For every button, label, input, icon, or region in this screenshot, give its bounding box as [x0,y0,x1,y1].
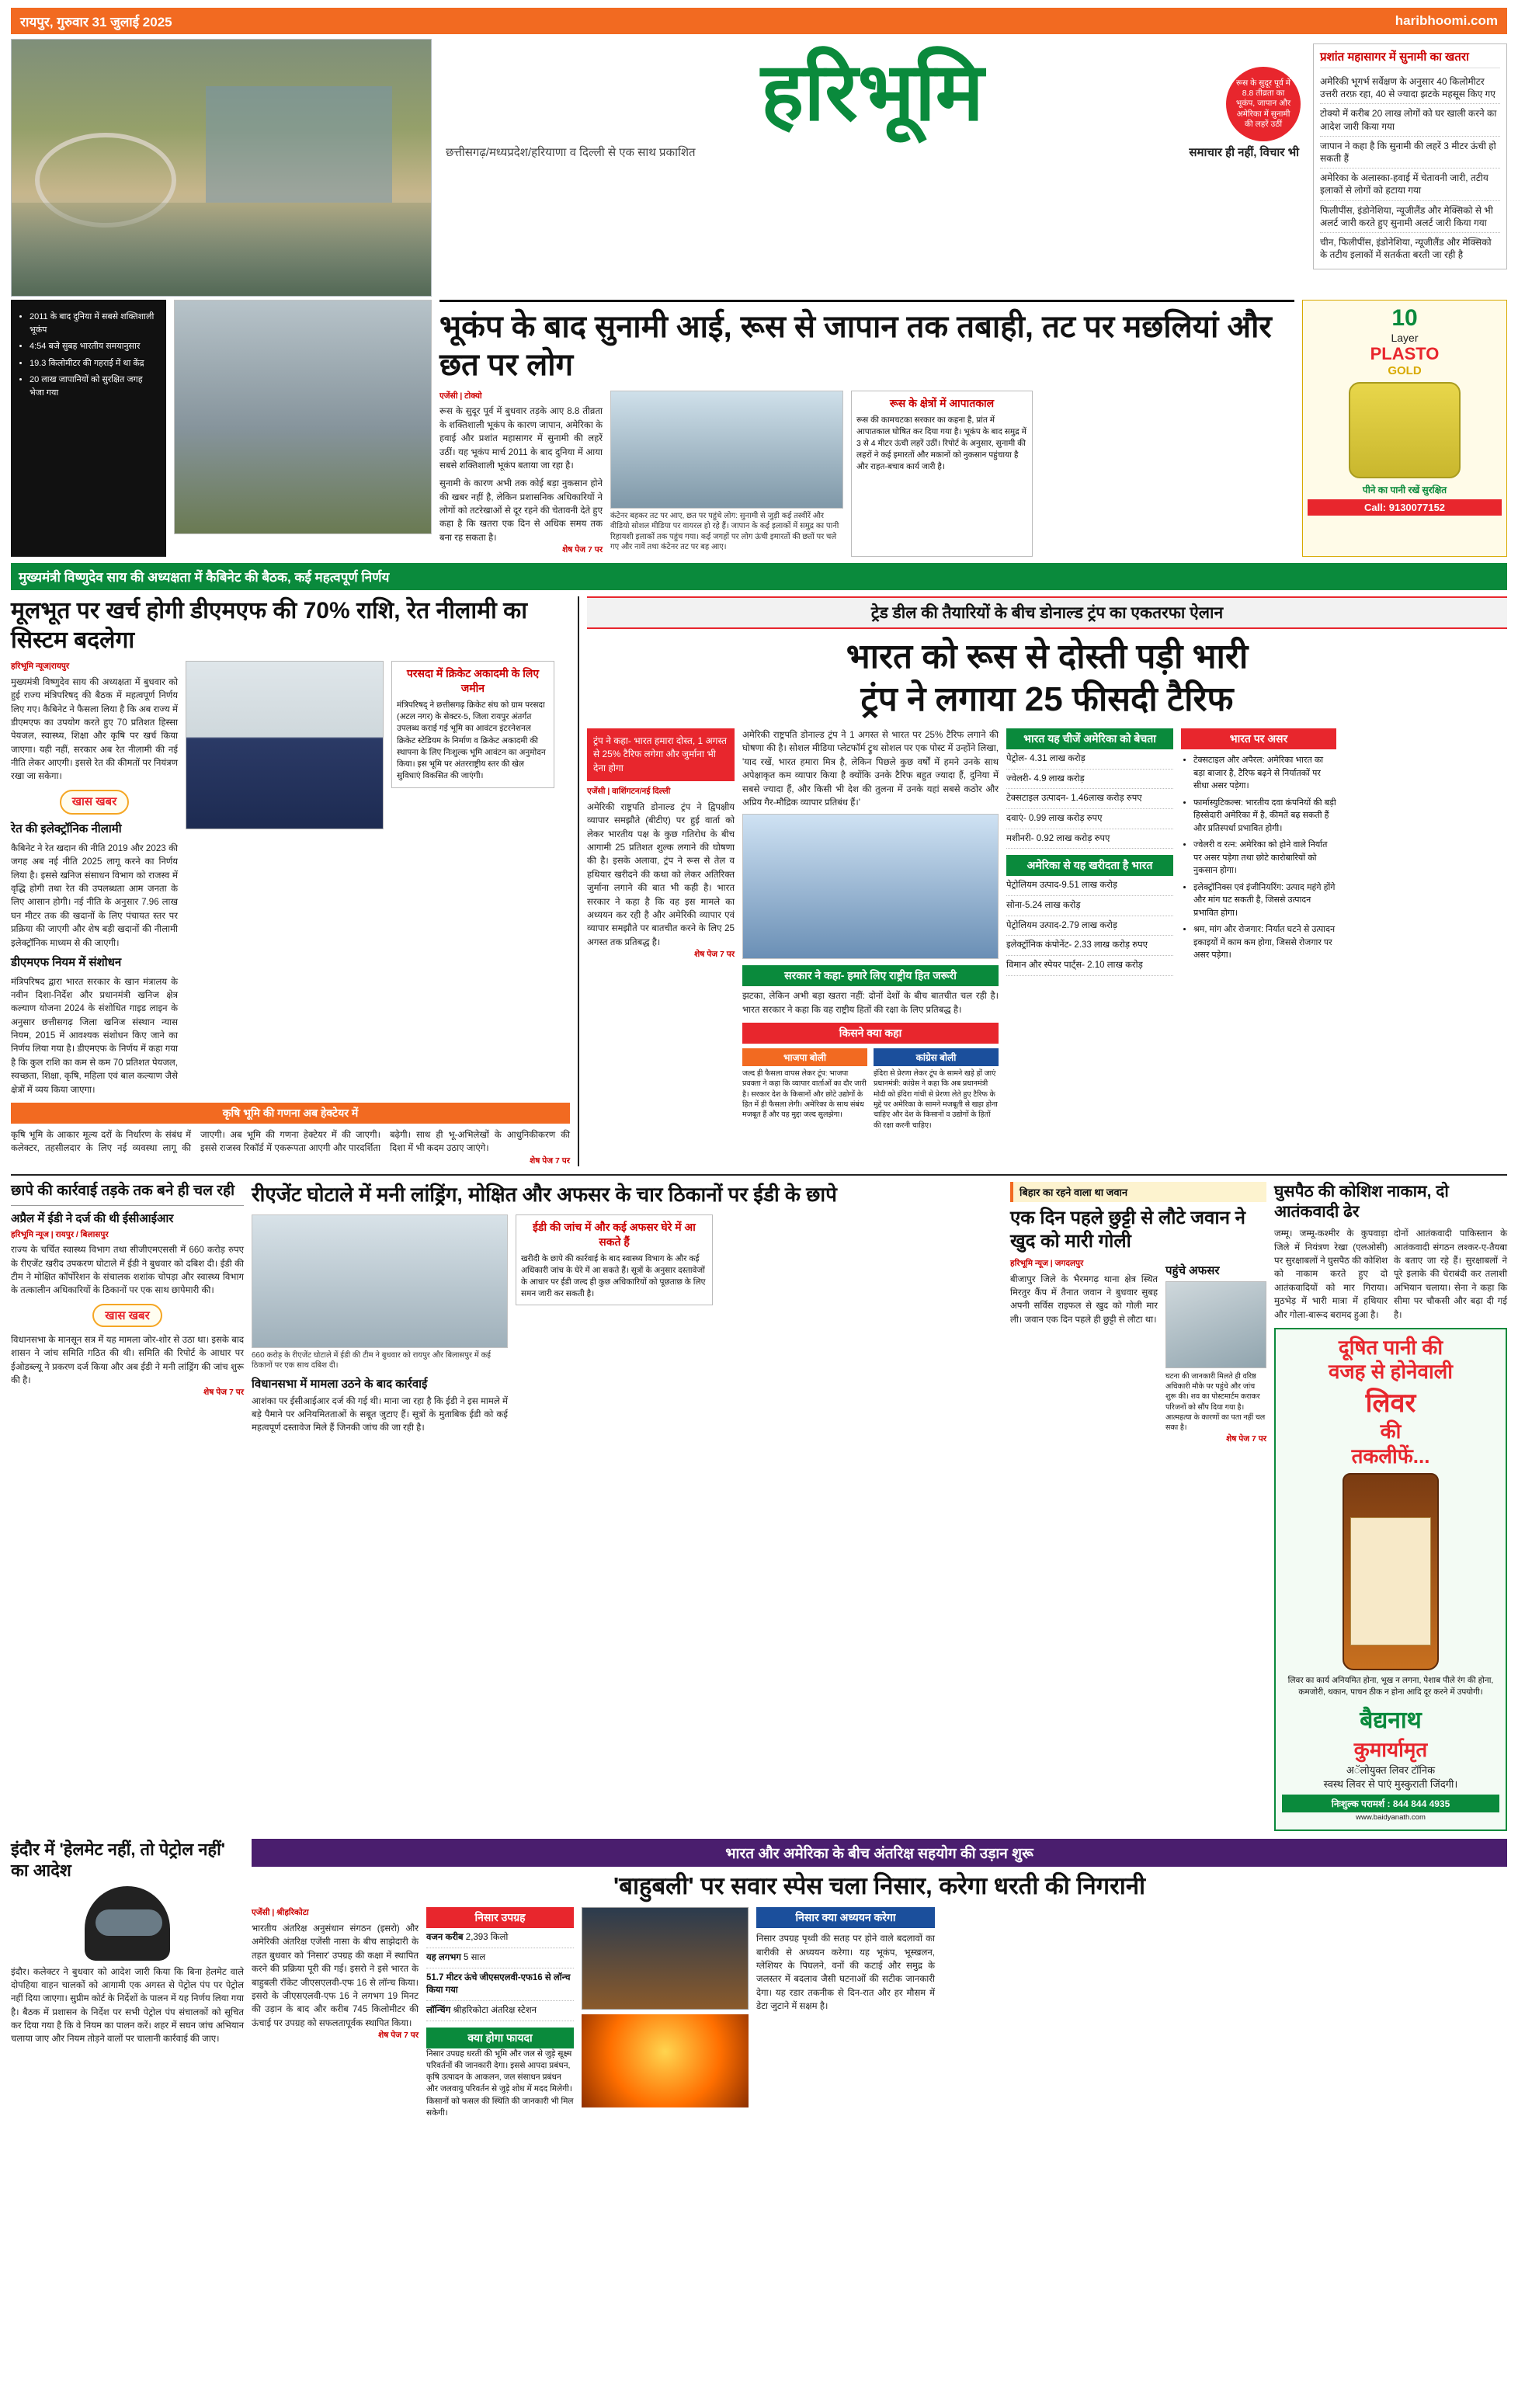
mid-section [11,596,1507,1166]
ed-para3: विधानसभा के मानसून सत्र में यह मामला जोर-शोर से उठा था। इसके बाद शासन ने जांच समिति गठित की थी। समिति की रिपोर्ट के आधार पर ईओडब्ल्यू ने प्रकरण दर्ज किया और अब ईडी ने मनी लांड्रिंग की जांच शुरू की है। [11,1334,244,1386]
impact-item: • टेक्सटाइल और अपैरल: अमेरिका भारत का बड़ा बाजार है, टैरिफ बढ़ने से निर्यातकों पर सीधा असर पड़ेगा। [1193,754,1336,793]
ad-call-number[interactable]: Call: 9130077152 [1308,499,1502,516]
govt-reaction-bar: सरकार ने कहा- हमारे लिए राष्ट्रीय हित जरूरी [742,965,999,986]
trump-byline: एजेंसी | वाशिंगटन/नई दिल्ली [587,787,671,797]
spec-val: 5 साल [464,1952,486,1962]
nisar-spec-box [426,1907,574,2119]
ed-byline-wrap [11,1229,244,1298]
soldier-sub: पहुंचे अफसर [1165,1263,1220,1277]
ed-box-text: खरीदी के छापे की कार्रवाई के बाद स्वास्थ्य विभाग के और कई अधिकारी जांच के घेरे में आ सकते हैं। सूत्रों के अनुसार दस्तावेजों के आधार पर ईडी जल्द ही कुछ अधिकारियों को पूछताछ के लिए समन जारी कर सकती है। [521,1253,706,1299]
trump-story [578,596,1507,1166]
helmet-illustration [85,1886,170,1961]
quake-fact: • 20 लाख जापानियों को सुरक्षित जगह भेजा गया [30,374,158,399]
study-text: निसार उपग्रह पृथ्वी की सतह पर होने वाले बदलावों का बारीकी से अध्ययन करेगा। यह भूकंप, भूस्खलन, ग्लेशियर के पिघलने, वनों की कटाई और समुद्र के जलस्तर में बदलाव जैसी घटनाओं की सटीक जानकारी देगा। यह रडार तकनीक से दिन-रात और हर मौसम में डेटा जुटाने में सक्षम है। [756,1934,935,2012]
ad-body-text: लिवर का कार्य अनियमित होना, भूख न लगना, पेशाब पीले रंग की होना, कमजोरी, थकान, पाचन ठीक न होना आदि दूर करने में उपयोगी। [1287,1675,1494,1697]
lead-continue: शेष पेज 7 पर [562,545,603,555]
space-ribbon: भारत और अमेरिका के बीच अंतरिक्ष सहयोग की उड़ान शुरू [252,1839,1507,1867]
bottle-illustration [1343,1473,1439,1670]
bottom-section [11,1839,1507,2119]
ed-box-title: ईडी की जांच में और कई अफसर घेरे में आ सकते हैं [533,1220,696,1248]
ad-line5: तकलीफें... [1351,1444,1430,1468]
agri-land-bar: कृषि भूमि की गणना अब हेक्टेयर में [11,1103,570,1124]
ad-website[interactable]: www.baidyanath.com [1356,1813,1426,1823]
congress-text: इंदिरा से प्रेरणा लेकर टूंप के सामने खड़े हों जाएं प्रधानमंत्री: कांग्रेस ने कहा कि अब प्रधानमंत्री मोदी को इंदिरा गांधी से प्रेरणा लेते हुए टैरिफ के मुद्दे पर अमेरिका के सामने मजबूती से खड़ा होना चाहिए और देश के किसानों व उद्योगों के हितों की रक्षा करनी चाहिए। [874,1069,998,1130]
spec-val: 2,393 किलो [465,1933,509,1943]
bjp-label: भाजपा बोली [742,1048,867,1066]
quake-fact: • 4:54 बजे सुबह भारतीय समयानुसार [30,340,158,353]
quake-facts-panel [11,300,166,557]
lead-byline: एजेंसी | टोक्यो [439,391,482,401]
trump-kicker: ट्रेड डील की तैयारियों के बीच डोनाल्ड ट्रंप का एकतरफा ऐलान [587,596,1507,629]
ed-raid-note-col [11,1182,244,1831]
tsunami-box-item: फिलीपींस, इंडोनेशिया, न्यूजीलैंड और मेक्सिको से भी अलर्ट जारी करते हुए सुनामी अलर्ट जारी किया गया [1320,201,1500,233]
newspaper-logo: हरिभूमि [761,48,984,137]
tsunami-box-item: चीन, फिलीपींस, इंडोनेशिया, न्यूजीलैंड और मेक्सिको के तटीय इलाकों में सतर्कता बरती जा रही है [1320,236,1492,261]
exports-title: भारत यह चीजें अमेरिका को बेचता [1006,728,1173,749]
trump-headline-2: ट्रंप ने लगाया 25 फीसदी टैरिफ [860,680,1234,718]
trade-stats-col [1006,728,1173,1131]
trump-headline-1: भारत को रूस से दोस्ती पड़ी भारी [846,638,1249,676]
issue-date: रायपुर, गुरुवार 31 जुलाई 2025 [20,14,172,30]
masthead-photo [11,39,432,297]
soldier-para2: घटना की जानकारी मिलते ही वरिष्ठ अधिकारी मौके पर पहुंचे और जांच शुरू की। शव का पोस्टमार्टम कराकर परिजनों को सौंप दिया गया है। आत्महत्या के कारणों का पता नहीं चल सका है। [1165,1371,1266,1433]
masthead [11,39,1507,297]
soldier-continue: शेष पेज 7 पर [1226,1433,1266,1444]
water-tank-ad[interactable] [1302,300,1507,557]
ed-continue: शेष पेज 7 पर [203,1388,244,1398]
khas-khabar-badge-2: खास खबर [92,1304,162,1327]
motto: समाचार ही नहीं, विचार भी [1189,146,1299,159]
soldier-headline: एक दिन पहले छुट्टी से लौटे जवान ने खुद को मारी गोली [1010,1207,1245,1252]
ed-raid-main [252,1182,1002,1831]
ed-para2: आशंका पर ईसीआईआर दर्ज की गई थी। माना जा रहा है कि ईडी ने इस मामले में बड़े पैमाने पर अनियमितताओं के सबूत जुटाए हैं। सूत्रों के मुताबिक ईडी को कई महत्वपूर्ण दस्तावेज मिले हैं जिनकी जांच की जा रही है। [252,1395,508,1433]
ad-layer-word: Layer [1391,332,1419,344]
cabinet-headline: मूलभूत पर खर्च होगी डीएमएफ की 70% राशि, रेत नीलामी का सिस्टम बदलेगा [11,598,527,653]
cabinet-sub1-text: कैबिनेट ने रेत खदान की नीति 2019 और 2023 की जगह अब नई नीति 2025 लागू करने का निर्णय लिया है। इससे खनिज संसाधन विभाग को राजस्व में वृद्धि होगी तथा रेत की उपलब्धता आम जनता के लिए आसान होगी। नई नीति के अनुसार 7.96 लाख घन मीटर तक की खदानों के लिए पंचायत स्तर पर प्रक्रिया की जाएगी और शेष बड़ी खदानों की नीलामी इलेक्ट्रॉनिक माध्यम से की जाएगी। [11,843,178,948]
cabinet-sub1: रेत की इलेक्ट्रॉनिक नीलामी [11,822,122,836]
top-bar [11,8,1507,34]
import-item: पेट्रोलियम उत्पाद-2.79 लाख करोड़ [1006,916,1173,936]
khas-khabar-badge: खास खबर [60,790,129,815]
impact-col [1181,728,1336,1131]
benefit-text: निसार उपग्रह धरती की भूमि और जल से जुड़े सूक्ष्म परिवर्तनों की जानकारी देगा। इससे आपदा प्रबंधन, कृषि उत्पादन के आकलन, जल संसाधन प्रबंधन और जलवायु परिवर्तन से जुड़े शोध में मदद मिलेगी। किसानों को फसल की स्थिति की जानकारी भी मिल सकेगी। [426,2048,574,2118]
rocket-photo [582,1907,749,2010]
ad-product-tag1: अॅलोयुक्त लिवर टॉनिक [1346,1764,1436,1777]
cricket-box-title: परसदा में क्रिकेट अकादमी के लिए जमीन [406,667,540,694]
nisar-box-title: निसार उपग्रह [426,1907,574,1928]
cm-portrait [186,661,384,829]
masthead-center [438,39,1307,297]
congress-label: कांग्रेस बोली [874,1048,999,1066]
ed-byline: हरिभूमि न्यूज | रायपुर / बिलासपुर [11,1229,109,1239]
cabinet-byline: हरिभूमि न्यूज|रायपुर [11,662,70,671]
launch-photo [582,2014,749,2107]
tsunami-box-item: अमेरिका के अलास्का-हवाई में चेतावनी जारी, तटीय इलाकों से लोगों को हटाया गया [1320,169,1500,200]
spec-key: लॉन्चिंग [426,2005,451,2015]
ad-helpline[interactable]: निःशुल्क परामर्श : 844 844 4935 [1282,1795,1499,1812]
tank-illustration [1349,382,1461,478]
cabinet-sub2-text: मंत्रिपरिषद द्वारा भारत सरकार के खान मंत्रालय के नवीन दिशा-निर्देश और प्रधानमंत्री खनिज क्षेत्र कल्याण योजना 2024 के संशोधित गाइड लाइन के अनुसार छत्तीसगढ़ जिला खनिज संस्थान न्यास नियम, 2015 में आवश्यक संशोधन किए जाने का निर्णय लिया गया है। डीएमएफ के निर्णय में कहा गया है कि कुल राशि का कम से कम 70 प्रतिशत पेयजल, स्वच्छता, शिक्षा, कृषि, महिला एवं बाल कल्याण जैसे क्षेत्रों में व्यय किया जाएगा। [11,976,178,1095]
space-byline: एजेंसी | श्रीहरिकोटा [252,1908,309,1918]
russia-box-text: रूस की कामचटका सरकार का कहना है, प्रांत में आपातकाल घोषित कर दिया गया है। भूकंप के बाद समुद्र में 3 से 4 मीटर ऊंची लहरें उठीं। रिपोर्ट के अनुसार, सुनामी की लहरों ने कई इमारतों और मकानों को नुकसान पहुंचाया है और राहत-बचाव कार्य जारी है। [856,415,1026,472]
space-para1: भारतीय अंतरिक्ष अनुसंधान संगठन (इसरो) और अमेरिकी अंतरिक्ष एजेंसी नासा के बीच साझेदारी के तहत बुधवार को 'निसार' उपग्रह की कक्षा में स्थापित करने की प्रक्रिया पूरी की गई। इसरो ने इसे भारत के बाहुबली रॉकेट जीएसएलवी-एफ 16 से लॉन्च किया। इसरो के जीएसएलवी-एफ 16 ने लगभग 19 मिनट की उड़ान के बाद और करीब 745 किलोमीटर की ऊंचाई पर उपग्रह को सफलतापूर्वक स्थापित किया। [252,1923,419,2028]
rocket-photo-block [582,1907,749,2119]
ed-officers-box [516,1214,713,1306]
import-item: सोना-5.24 लाख करोड़ [1006,896,1173,916]
helmet-headline: इंदौर में 'हेलमेट नहीं, तो पेट्रोल नहीं' का आदेश [11,1839,226,1881]
export-item: ज्वेलरी- 4.9 लाख करोड़ [1006,770,1173,790]
ad-tagline: पीने का पानी रखें सुरक्षित [1362,485,1447,495]
impact-title: भारत पर असर [1181,728,1336,749]
soldier-story [1010,1182,1266,1831]
terror-headline: घुसपैठ की कोशिश नाकाम, दो आतंकवादी ढेर [1274,1182,1449,1221]
ad-product-tag2: स्वस्थ लिवर से पाएं मुस्कुराती जिंदगी। [1323,1778,1458,1791]
ad-brand-name: बैद्यनाथ [1360,1708,1422,1734]
lead-main-column [439,300,1294,557]
ed-headline: रीएजेंट घोटाले में मनी लांड्रिंग, मोक्षित और अफसर के चार ठिकानों पर ईडी के छापे [252,1182,837,1206]
export-item: टेक्सटाइल उत्पादन- 1.46लाख करोड़ रुपए [1006,789,1173,809]
benefit-title: क्या होगा फायदा [426,2028,574,2048]
cabinet-sub3-text: कृषि भूमि के आकार मूल्य दरों के निर्धारण के संबंध में कलेक्टर, तहसीलदार के लिए नई व्यवस्था लागू की जाएगी। अब भूमि की गणना हेक्टेयर में की जाएगी। इससे राजस्व रिकॉर्ड में एकरूपता आएगी और पारदर्शिता बढ़ेगी। साथ ही भू-अभिलेखों के आधुनिकीकरण की दिशा में भी कदम उठाए जाएंगे। [11,1130,570,1154]
impact-item: • ज्वेलरी व रत्न: अमेरिका को होने वाले निर्यात पर असर पड़ेगा तथा छोटे कारोबारियों को नुकसान होगा। [1193,839,1336,877]
cricket-academy-box [391,661,554,1096]
lead-photo-block [610,391,843,557]
tsunami-box-item: अमेरिकी भूगर्भ सर्वेक्षण के अनुसार 40 किलोमीटर उत्तरी तरफ़ रहा, 40 से ज्यादा झटके महसूस किए गए [1320,72,1500,104]
quake-fact: • 2011 के बाद दुनिया में सबसे शक्तिशाली भूकंप [30,311,158,336]
cabinet-photo-block [186,661,384,1096]
lead-photo-caption: कंटेनर बहकर तट पर आए, छत पर पहुंचे लोग: सुनामी से जुड़ी कई तस्वीरें और वीडियो सोशल मीडिया पर वायरल हो रहे हैं। जापान के कई इलाकों में समुद्र का पानी रिहायशी इलाकों तक पहुंच गया। कई जगहों पर लोग ऊंची इमारतों की छतों पर चले गए और नावें तथा कंटेनर तट पर बह आए। [610,511,839,552]
cabinet-story [11,596,570,1166]
lower-section [11,1174,1507,1831]
govt-reaction-text: झटका, लेकिन अभी बड़ा खतरा नहीं: दोनों देशों के बीच बातचीत चल रही है। भारत सरकार ने कहा कि वह राष्ट्रीय हितों की रक्षा के लिए प्रतिबद्ध है। [742,991,999,1015]
cabinet-sub2: डीएमएफ नियम में संशोधन [11,956,122,969]
soldier-tag: बिहार का रहने वाला था जवान [1010,1182,1266,1202]
cabinet-continue: शेष पेज 7 पर [530,1155,570,1166]
russia-emergency-box [851,391,1033,557]
lead-headline: भूकंप के बाद सुनामी आई, रूस से जापान तक तबाही, तट पर मछलियां और छत पर लोग [439,300,1294,384]
ad-product-name: कुमार्यामृत [1353,1738,1428,1762]
trump-para1: अमेरिकी राष्ट्रपति डोनाल्ड ट्रंप ने 1 अगस्त से भारत पर 25% टैरिफ लगाने की घोषणा की है। सोशल मीडिया प्लेटफॉर्म ट्रुथ सोशल पर एक पोस्ट में उन्होंने लिखा, 'याद रखें, भारत हमारा मित्र है, लेकिन पिछले कुछ वर्षों में हमने उनके साथ अपेक्षाकृत कम व्यापार किया है क्योंकि उनके टैरिफ बहुत ज्यादा हैं, दुनिया में सबसे ज्यादा हैं, और किसी भी देश की तुलना में उनके यहां सबसे कठोर और अप्रिय गैर-मौद्रिक व्यापार प्रतिबंध हैं।' [742,730,999,808]
space-story [252,1839,1507,2119]
trump-center-col [742,728,999,1131]
quake-fact: • 19.3 किलोमीटर की गहराई में था केंद्र [30,357,158,370]
lead-para2: सुनामी के कारण अभी तक कोई बड़ा नुकसान होने की खबर नहीं है, लेकिन प्रशासनिक अधिकारियों ने लोगों को तटरेखाओं से दूर रहने की चेतावनी देते हुए कहा है कि खतरा एक दिन से अधिक समय तक बना रह सकता है। [439,478,603,543]
spec-val: श्रीहरिकोटा अंतरिक्ष स्टेशन [453,2005,537,2015]
quake-damage-photo [174,300,432,534]
import-item: इलेक्ट्रॉनिक कंपोनेंट- 2.33 लाख करोड़ रुपए [1006,936,1173,956]
cricket-box-text: मंत्रिपरिषद् ने छत्तीसगढ़ क्रिकेट संघ को ग्राम परसदा (अटल नगर) के सेक्टर-5, जिला रायपुर अंतर्गत उपलब्ध कराई गई भूमि का आवंटन इंटरनेशनल क्रिकेट स्टेडियम के निर्माण व क्रिकेट अकादमी की स्थापना के लिए निःशुल्क भूमि आवंटन का अनुमोदन किया। इस भूमि पर अंतरराष्ट्रीय स्तर की खेल सुविधाएं विकसित की जाएंगी। [397,700,546,781]
export-item: दवाएं- 0.99 लाख करोड़ रुपए [1006,809,1173,829]
ed-photo-caption: 660 करोड़ के रीएजेंट घोटाले में ईडी की टीम ने बुधवार को रायपुर और बिलासपुर में कई ठिकानों पर एक साथ दबिश दी। [252,1350,492,1371]
cabinet-ribbon: मुख्यमंत्री विष्णुदेव साय की अध्यक्षता में कैबिनेट की बैठक, कई महत्वपूर्ण निर्णय [11,563,1507,590]
rooftop-photo [610,391,843,509]
lead-text-col1 [439,391,603,557]
trump-photo [742,814,999,959]
ed-sub-headline: अप्रैल में ईडी ने दर्ज की थी ईसीआईआर [11,1211,174,1225]
ad-layer-count: 10 [1391,305,1418,331]
tsunami-highlight-box [1313,39,1507,297]
soldier-para1: बीजापुर जिले के भैरमगढ़ थाना क्षेत्र स्थित मिरतुर कैंप में तैनात जवान ने बुधवार सुबह अपनी सर्विस राइफल से खुद को गोली मार ली। जवान एक दिन पहले ही छुट्टी से लौटा था। [1010,1273,1158,1325]
website-url[interactable]: haribhoomi.com [1395,13,1498,28]
helmet-story [11,1839,244,2119]
ad-line3: लिवर [1365,1388,1416,1419]
ad-brand: PLASTO [1370,344,1440,363]
cabinet-col1 [11,661,178,1096]
ad-brand-gold: GOLD [1388,364,1422,377]
cabinet-para1: मुख्यमंत्री विष्णुदेव साय की अध्यक्षता में बुधवार को हुई राज्य मंत्रिपरिषद् की बैठक में महत्वपूर्ण निर्णय लिए गए। कैबिनेट ने फैसला लिया है कि अब राज्य में डीएमएफ का उपयोग करते हुए 70 प्रतिशत हिस्सा पेयजल, स्वास्थ्य, शिक्षा और कृषि पर खर्च किया जाएगा। यही नहीं, सरकार अब रेत नीलामी की नई नीति लेकर आएगी। इससे रेत की कीमतों पर नियंत्रण रखा जा सकेगा। [11,676,178,782]
soldier-byline: हरिभूमि न्यूज | जगदलपुर [1010,1258,1084,1268]
imports-title: अमेरिका से यह खरीदता है भारत [1006,855,1173,876]
tsunami-box-item: जापान ने कहा है कि सुनामी की लहरें 3 मीटर ऊंची हो सकती हैं [1320,137,1500,169]
spec-key: यह लगभग [426,1952,461,1962]
import-item: विमान और स्पेयर पार्ट्स- 2.10 लाख करोड़ [1006,956,1173,976]
trump-continue: शेष पेज 7 पर [694,950,735,960]
liver-tonic-ad[interactable] [1274,1328,1507,1830]
export-item: मशीनरी- 0.92 लाख करोड़ रुपए [1006,829,1173,850]
import-item: पेट्रोलियम उत्पाद-9.51 लाख करोड़ [1006,876,1173,896]
who-said-bar: किसने क्या कहा [742,1023,999,1044]
space-headline: 'बाहुबली' पर सवार स्पेस चला निसार, करेगा धरती की निगरानी [613,1871,1146,1899]
spec-key: 51.7 मीटर ऊंचे जीएसएलवी-एफ16 से लॉन्च किया गया [426,1972,571,1996]
lead-para1: रूस के सुदूर पूर्व में बुधवार तड़के आए 8.8 तीव्रता के शक्तिशाली भूकंप के कारण जापान, अमेरिका के हवाई और प्रशांत महासागर में सुनामी की लहरें उठीं। यह भूकंप मार्च 2011 के बाद दुनिया में आया सबसे शक्तिशाली भूकंप बताया जा रहा है। [439,406,603,471]
trump-para2: अमेरिकी राष्ट्रपति डोनाल्ड ट्रंप ने द्विपक्षीय व्यापार समझौते (बीटीए) पर हुई वार्ता को लेकर भारतीय पक्ष के कुछ गतिरोध के बीच आगामी 25 प्रतिशत शुल्क लगाने की घोषणा की है। इसके अलावा, ट्रंप ने रूस से तेल व हथियार खरीदने की कथा को लेकर अतिरिक्त जुर्माना लगाने की बात भी कही है। भारत सरकार ने कहा है कि वह इस मामले का अध्ययन कर रही है और अमेरिकी व्यापार एवं व्यापार समझौते पर बातचीत करने के लिए 25 अगस्त तक प्रतिबद्ध है। [587,801,735,947]
terror-para2: दोनों आतंकवादी पाकिस्तान के आतंकवादी संगठन लश्कर-ए-तैयबा के बताए जा रहे हैं। सुरक्षाबलों ने पूरे इलाके की घेराबंदी कर तलाशी अभियान चलाया। सेना ने कहा कि सीमा पर चौकसी और बढ़ा दी गई है। [1394,1228,1507,1320]
russia-box-title: रूस के क्षेत्रों में आपातकाल [889,396,995,409]
ad-line1: दूषित पानी की [1338,1336,1443,1360]
impact-item: • इलेक्ट्रॉनिक्स एवं इंजीनियरिंग: उत्पाद महंगे होंगे और मांग घट सकती है, जिससे उत्पादन प्रभावित होगा। [1193,881,1336,920]
terror-para1: जम्मू। जम्मू-कश्मीर के कुपवाड़ा जिले में नियंत्रण रेखा (एलओसी) पर सुरक्षाबलों ने घुसपैठ की कोशिश को नाकाम करते हुए दो आतंकवादियों को मार गिराया। मुठभेड़ में भारी मात्रा में हथियार और गोला-बारूद बरामद हुआ है। [1274,1228,1388,1320]
tsunami-box-item: टोक्यो में करीब 20 लाख लोगों को घर खाली करने का आदेश जारी किया गया [1320,104,1500,136]
ed-raid-photo [252,1214,508,1348]
trump-red-box: ट्रंप ने कहा- भारत हमारा दोस्त, 1 अगस्त से 25% टैरिफ लगेगा और जुर्माना भी देना होगा [587,728,735,781]
tsunami-box-title: प्रशांत महासागर में सुनामी का खतरा [1320,49,1500,68]
ed-side-note: छापे की कार्रवाई तड़के तक बने ही चल रही [11,1182,235,1199]
bjp-text: जल्द ही फैसला वापस लेकर टूंप: भाजपा प्रवक्ता ने कहा कि व्यापार वार्ताओं का दौर जारी है। सरकार देश के किसानों और छोटे उद्योगों के हित में ही फैसला लेगी। अमेरिका के साथ संबंध मजबूत हैं और यह मुद्दा जल्द सुलझेगा। [742,1069,867,1120]
newspaper-page [0,8,1518,2132]
ad-line2: वजह से होनेवाली [1328,1360,1454,1384]
publication-note: छत्तीसगढ़/मध्यप्रदेश/हरियाणा व दिल्ली से एक साथ प्रकाशित [446,146,696,159]
soldier-photo [1165,1281,1266,1368]
helmet-body: इंदौर। कलेक्टर ने बुधवार को आदेश जारी किया कि बिना हेलमेट वाले दोपहिया वाहन चालकों को आगामी एक अगस्त से पेट्रोल पंप पर पेट्रोल नहीं दिया जाएगा। सुप्रीम कोर्ट के निर्देशों के पालन में यह निर्णय लिया गया है। बैठक में प्रशासन के निर्देश पर सभी पेट्रोल पंप संचालकों को सूचित कर दिया गया है कि वे नियम का पालन करें। शहर में सघन जांच अभियान चलाया जाए और नियम तोड़ने वालों पर चालानी कार्रवाई की जाए। [11,1966,244,2045]
ed-sub2: विधानसभा में मामला उठने के बाद कार्रवाई [252,1377,428,1391]
nisar-study-box [756,1907,935,2119]
ed-para1: राज्य के चर्चित स्वास्थ्य विभाग तथा सीजीएमएससी में 660 करोड़ रुपए के रीएजेंट खरीद उपकरण घोटाले में ईडी ने बुधवार को दबिश दी। ईडी की टीम ने मोक्षित कॉर्पोरेशन के संचालक शशांक चोपड़ा और स्वास्थ्य विभाग के तत्कालीन अधिकारियों के ठिकानों पर एक साथ छापेमारी की। [11,1245,244,1296]
export-item: पेट्रोल- 4.31 लाख करोड़ [1006,749,1173,770]
earthquake-circle-note: रूस के सुदूर पूर्व में 8.8 तीव्रता का भूकंप, जापान और अमेरिका में सुनामी की लहरें उठीं [1226,67,1301,141]
impact-item: • फार्मास्युटिकल्स: भारतीय दवा कंपनियों की बड़ी हिस्सेदारी अमेरिका में है, कीमतें बढ़ सकती हैं और प्रतिस्पर्धा प्रभावित होगी। [1193,797,1336,836]
study-title: निसार क्या अध्ययन करेगा [756,1907,935,1928]
ad-line4: की [1380,1419,1402,1444]
spec-key: वजन करीब [426,1933,464,1943]
space-continue: शेष पेज 7 पर [378,2031,419,2041]
impact-item: • श्रम, मांग और रोजगार: निर्यात घटने से उत्पादन इकाइयों में काम कम होगा, जिससे रोजगार पर असर पड़ेगा। [1193,923,1336,962]
lead-story [11,300,1507,557]
terror-and-ad-col [1274,1182,1507,1831]
trump-col-left [587,728,735,1131]
